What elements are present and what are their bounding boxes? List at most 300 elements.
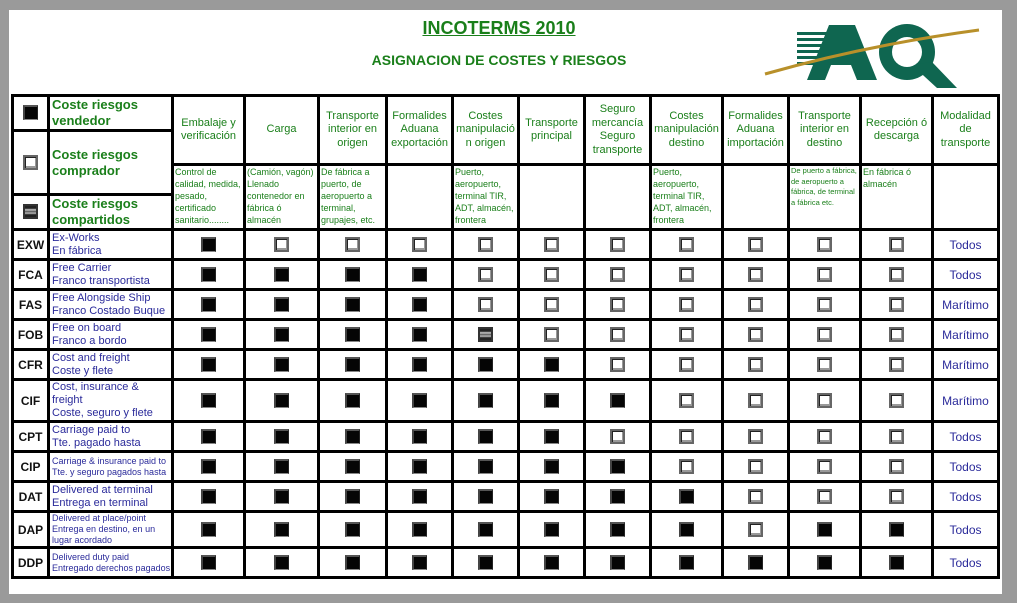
seller-risk-icon: [345, 357, 360, 372]
transport-mode: Marítimo: [933, 290, 999, 320]
seller-risk-icon: [201, 237, 216, 252]
risk-cell: [519, 230, 585, 260]
risk-cell: [319, 512, 387, 548]
buyer-risk-icon: [544, 297, 559, 312]
transport-mode: Marítimo: [933, 320, 999, 350]
seller-risk-icon: [345, 522, 360, 537]
incoterm-name-en: Carriage & insurance paid to: [52, 455, 167, 466]
aq-logo-icon: [737, 10, 999, 90]
column-detail: [585, 165, 651, 230]
risk-cell: [789, 260, 861, 290]
shared-risk-icon: [478, 327, 493, 342]
page-subtitle: ASIGNACION DE COSTES Y RIESGOS: [371, 52, 627, 68]
incoterms-table: [11, 94, 1000, 579]
risk-cell: [245, 350, 319, 380]
transport-mode: Marítimo: [933, 380, 999, 422]
risk-cell: [519, 482, 585, 512]
buyer-risk-icon: [679, 327, 694, 342]
transport-mode: Todos: [933, 548, 999, 578]
incoterm-name-es: Coste, seguro y flete: [52, 407, 153, 419]
buyer-risk-icon: [679, 357, 694, 372]
risk-cell: [319, 350, 387, 380]
seller-risk-icon: [345, 297, 360, 312]
column-detail: (Camión, vagón) Llenado contenedor en fábrica ó almacén: [245, 165, 319, 230]
seller-risk-icon: [544, 459, 559, 474]
seller-risk-icon: [345, 459, 360, 474]
incoterm-name: [49, 350, 173, 380]
column-detail: En fábrica ó almacén: [861, 165, 933, 230]
buyer-risk-icon: [412, 237, 427, 252]
document-page: [9, 10, 1002, 594]
buyer-risk-icon: [817, 327, 832, 342]
seller-risk-icon: [412, 327, 427, 342]
seller-risk-icon: [274, 393, 289, 408]
transport-mode: Todos: [933, 452, 999, 482]
incoterm-code: CIP: [13, 452, 49, 482]
risk-cell: [245, 380, 319, 422]
column-header: Modalidad de transporte: [933, 96, 999, 165]
buyer-risk-icon: [748, 393, 763, 408]
incoterm-code: CIF: [13, 380, 49, 422]
incoterm-name-en: Free Alongside Ship: [52, 291, 151, 304]
incoterm-code: FOB: [13, 320, 49, 350]
buyer-risk-icon: [817, 267, 832, 282]
risk-cell: [585, 320, 651, 350]
column-detail: [387, 165, 453, 230]
buyer-risk-icon: [817, 357, 832, 372]
seller-risk-icon: [201, 327, 216, 342]
buyer-risk-icon: [610, 267, 625, 282]
incoterm-row: [13, 350, 999, 380]
incoterm-name-es: Entrega en destino, en un lugar acordado: [52, 524, 156, 545]
seller-risk-icon: [201, 489, 216, 504]
incoterm-row: [13, 260, 999, 290]
risk-cell: [723, 548, 789, 578]
seller-risk-icon: [23, 105, 38, 120]
seller-risk-icon: [201, 522, 216, 537]
risk-cell: [387, 512, 453, 548]
risk-cell: [789, 230, 861, 260]
incoterm-row: [13, 482, 999, 512]
incoterm-name: [49, 380, 173, 422]
risk-cell: [789, 548, 861, 578]
buyer-risk-icon: [889, 429, 904, 444]
seller-risk-icon: [412, 555, 427, 570]
risk-cell: [861, 482, 933, 512]
risk-cell: [387, 350, 453, 380]
risk-cell: [585, 380, 651, 422]
incoterm-name: [49, 230, 173, 260]
transport-mode: Todos: [933, 482, 999, 512]
buyer-risk-icon: [610, 297, 625, 312]
incoterm-name: [49, 290, 173, 320]
risk-cell: [173, 422, 245, 452]
seller-risk-icon: [274, 357, 289, 372]
page-title: INCOTERMS 2010: [422, 18, 576, 38]
seller-risk-icon: [544, 555, 559, 570]
transport-mode: Todos: [933, 260, 999, 290]
buyer-risk-icon: [817, 237, 832, 252]
column-header: Seguro mercancía Seguro transporte: [585, 96, 651, 165]
seller-risk-icon: [201, 297, 216, 312]
buyer-risk-icon: [889, 297, 904, 312]
incoterm-row: [13, 548, 999, 578]
risk-cell: [245, 422, 319, 452]
risk-cell: [245, 452, 319, 482]
column-header: Recepción ó descarga: [861, 96, 933, 165]
buyer-risk-icon: [544, 237, 559, 252]
risk-cell: [453, 290, 519, 320]
risk-cell: [245, 482, 319, 512]
incoterm-name: [49, 512, 173, 548]
transport-mode: Todos: [933, 512, 999, 548]
buyer-risk-icon: [23, 155, 38, 170]
risk-cell: [173, 350, 245, 380]
risk-cell: [453, 260, 519, 290]
risk-cell: [319, 260, 387, 290]
risk-cell: [861, 380, 933, 422]
risk-cell: [519, 380, 585, 422]
seller-risk-icon: [274, 429, 289, 444]
buyer-risk-icon: [274, 237, 289, 252]
buyer-risk-icon: [889, 489, 904, 504]
transport-mode: Todos: [933, 422, 999, 452]
incoterm-name-en: Ex-Works: [52, 231, 100, 244]
incoterm-code: DAP: [13, 512, 49, 548]
risk-cell: [723, 260, 789, 290]
incoterm-code: DAT: [13, 482, 49, 512]
seller-risk-icon: [610, 459, 625, 474]
risk-cell: [861, 452, 933, 482]
risk-cell: [585, 452, 651, 482]
incoterm-code: FAS: [13, 290, 49, 320]
risk-cell: [723, 380, 789, 422]
column-header: Formalides Aduana exportación: [387, 96, 453, 165]
incoterm-code: CFR: [13, 350, 49, 380]
incoterm-name-es: Franco transportista: [52, 274, 150, 287]
seller-risk-icon: [610, 522, 625, 537]
risk-cell: [519, 548, 585, 578]
risk-cell: [789, 482, 861, 512]
risk-cell: [453, 452, 519, 482]
column-detail: [723, 165, 789, 230]
column-header: Transporte principal: [519, 96, 585, 165]
risk-cell: [651, 260, 723, 290]
incoterm-row: [13, 380, 999, 422]
risk-cell: [387, 260, 453, 290]
incoterm-name-en: Free on board: [52, 321, 122, 334]
risk-cell: [651, 482, 723, 512]
risk-cell: [651, 548, 723, 578]
incoterm-name-en: Delivered at place/point: [52, 513, 147, 523]
buyer-risk-icon: [345, 237, 360, 252]
risk-cell: [387, 482, 453, 512]
seller-risk-icon: [201, 429, 216, 444]
risk-cell: [723, 320, 789, 350]
risk-cell: [789, 350, 861, 380]
buyer-risk-icon: [748, 459, 763, 474]
incoterm-name-es: Tte. pagado hasta: [52, 436, 141, 449]
risk-cell: [723, 290, 789, 320]
seller-risk-icon: [478, 393, 493, 408]
incoterm-name-es: En fábrica: [52, 244, 102, 257]
risk-cell: [173, 452, 245, 482]
risk-cell: [585, 422, 651, 452]
buyer-risk-icon: [679, 429, 694, 444]
risk-cell: [245, 548, 319, 578]
seller-risk-icon: [889, 522, 904, 537]
risk-cell: [453, 230, 519, 260]
legend-label: Coste riesgos compartidos: [49, 195, 173, 230]
risk-cell: [519, 290, 585, 320]
seller-risk-icon: [201, 459, 216, 474]
risk-cell: [651, 320, 723, 350]
risk-cell: [789, 452, 861, 482]
column-detail: Puerto, aeropuerto, terminal TIR, ADT, almacén, frontera: [651, 165, 723, 230]
seller-risk-icon: [748, 555, 763, 570]
risk-cell: [453, 422, 519, 452]
risk-cell: [585, 260, 651, 290]
risk-cell: [789, 422, 861, 452]
transport-mode: Marítimo: [933, 350, 999, 380]
seller-risk-icon: [274, 522, 289, 537]
seller-risk-icon: [274, 267, 289, 282]
risk-cell: [453, 548, 519, 578]
incoterm-name-es: Coste y flete: [52, 364, 114, 377]
legend-icon-cell: [13, 131, 49, 195]
column-header: Carga: [245, 96, 319, 165]
incoterm-name: [49, 422, 173, 452]
seller-risk-icon: [412, 393, 427, 408]
buyer-risk-icon: [889, 237, 904, 252]
risk-cell: [585, 512, 651, 548]
buyer-risk-icon: [610, 237, 625, 252]
seller-risk-icon: [274, 489, 289, 504]
incoterm-row: [13, 290, 999, 320]
risk-cell: [387, 230, 453, 260]
seller-risk-icon: [412, 357, 427, 372]
buyer-risk-icon: [748, 267, 763, 282]
risk-cell: [519, 320, 585, 350]
risk-cell: [861, 548, 933, 578]
risk-cell: [585, 482, 651, 512]
incoterm-name-en: Carriage paid to: [52, 423, 131, 436]
column-detail: Puerto, aeropuerto, terminal TIR, ADT, almacén, frontera: [453, 165, 519, 230]
buyer-risk-icon: [610, 357, 625, 372]
risk-cell: [319, 548, 387, 578]
seller-risk-icon: [679, 522, 694, 537]
buyer-risk-icon: [610, 429, 625, 444]
column-header: Costes manipulación destino: [651, 96, 723, 165]
risk-cell: [319, 482, 387, 512]
seller-risk-icon: [345, 267, 360, 282]
risk-cell: [319, 422, 387, 452]
incoterm-name-es: Entregado derechos pagados: [52, 562, 171, 573]
column-header: Formalides Aduana importación: [723, 96, 789, 165]
seller-risk-icon: [201, 357, 216, 372]
seller-risk-icon: [889, 555, 904, 570]
column-detail: [519, 165, 585, 230]
buyer-risk-icon: [679, 297, 694, 312]
buyer-risk-icon: [478, 297, 493, 312]
seller-risk-icon: [201, 267, 216, 282]
seller-risk-icon: [544, 522, 559, 537]
column-detail: De puerto a fábrica, de aeropuerto a fábrica, de terminal a fábrica etc.: [789, 165, 861, 230]
incoterm-name: [49, 548, 173, 578]
buyer-risk-icon: [889, 393, 904, 408]
risk-cell: [245, 512, 319, 548]
seller-risk-icon: [544, 489, 559, 504]
incoterm-name-es: Franco a bordo: [52, 334, 127, 347]
seller-risk-icon: [679, 555, 694, 570]
risk-cell: [173, 260, 245, 290]
seller-risk-icon: [478, 429, 493, 444]
incoterm-name: [49, 452, 173, 482]
risk-cell: [387, 290, 453, 320]
seller-risk-icon: [679, 489, 694, 504]
seller-risk-icon: [478, 555, 493, 570]
risk-cell: [453, 350, 519, 380]
risk-cell: [519, 422, 585, 452]
seller-risk-icon: [478, 522, 493, 537]
risk-cell: [651, 380, 723, 422]
seller-risk-icon: [478, 357, 493, 372]
risk-cell: [173, 482, 245, 512]
seller-risk-icon: [412, 297, 427, 312]
incoterm-row: [13, 452, 999, 482]
legend-icon-cell: [13, 195, 49, 230]
legend-label: Coste riesgos comprador: [49, 131, 173, 195]
incoterm-name-es: Franco Costado Buque: [52, 304, 166, 317]
incoterm-name-en: Free Carrier: [52, 261, 112, 274]
risk-cell: [453, 512, 519, 548]
risk-cell: [789, 512, 861, 548]
buyer-risk-icon: [817, 489, 832, 504]
incoterm-row: [13, 230, 999, 260]
risk-cell: [387, 320, 453, 350]
seller-risk-icon: [412, 267, 427, 282]
risk-cell: [723, 350, 789, 380]
risk-cell: [651, 230, 723, 260]
risk-cell: [651, 512, 723, 548]
column-detail: De fábrica a puerto, de aeropuerto a terminal, grupajes, etc.: [319, 165, 387, 230]
buyer-risk-icon: [748, 522, 763, 537]
incoterm-name-es: Entrega en terminal: [52, 496, 148, 509]
buyer-risk-icon: [889, 267, 904, 282]
risk-cell: [387, 548, 453, 578]
incoterm-code: CPT: [13, 422, 49, 452]
incoterm-name: [49, 260, 173, 290]
risk-cell: [723, 452, 789, 482]
seller-risk-icon: [345, 429, 360, 444]
buyer-risk-icon: [889, 459, 904, 474]
risk-cell: [319, 452, 387, 482]
column-detail: [933, 165, 999, 230]
buyer-risk-icon: [748, 489, 763, 504]
buyer-risk-icon: [748, 297, 763, 312]
seller-risk-icon: [412, 459, 427, 474]
risk-cell: [519, 512, 585, 548]
buyer-risk-icon: [817, 297, 832, 312]
buyer-risk-icon: [748, 429, 763, 444]
seller-risk-icon: [817, 522, 832, 537]
incoterm-name: [49, 320, 173, 350]
seller-risk-icon: [544, 393, 559, 408]
seller-risk-icon: [345, 393, 360, 408]
buyer-risk-icon: [679, 267, 694, 282]
incoterm-name-en: Delivered duty paid: [52, 551, 130, 562]
risk-cell: [789, 320, 861, 350]
risk-cell: [861, 320, 933, 350]
risk-cell: [173, 512, 245, 548]
risk-cell: [651, 452, 723, 482]
risk-cell: [519, 260, 585, 290]
transport-mode: Todos: [933, 230, 999, 260]
seller-risk-icon: [201, 393, 216, 408]
risk-cell: [387, 380, 453, 422]
column-header: Embalaje y verificación: [173, 96, 245, 165]
risk-cell: [861, 290, 933, 320]
incoterm-code: EXW: [13, 230, 49, 260]
risk-cell: [173, 380, 245, 422]
buyer-risk-icon: [610, 327, 625, 342]
risk-cell: [861, 260, 933, 290]
risk-cell: [453, 482, 519, 512]
risk-cell: [245, 290, 319, 320]
risk-cell: [173, 320, 245, 350]
seller-risk-icon: [345, 327, 360, 342]
seller-risk-icon: [544, 357, 559, 372]
incoterm-code: DDP: [13, 548, 49, 578]
seller-risk-icon: [274, 297, 289, 312]
seller-risk-icon: [412, 522, 427, 537]
buyer-risk-icon: [478, 237, 493, 252]
risk-cell: [453, 380, 519, 422]
risk-cell: [651, 350, 723, 380]
incoterm-name: [49, 482, 173, 512]
risk-cell: [173, 290, 245, 320]
risk-cell: [861, 350, 933, 380]
buyer-risk-icon: [544, 267, 559, 282]
buyer-risk-icon: [679, 237, 694, 252]
buyer-risk-icon: [748, 237, 763, 252]
risk-cell: [723, 482, 789, 512]
seller-risk-icon: [274, 555, 289, 570]
incoterm-name-en: Cost and freight: [52, 351, 130, 364]
legend-label: Coste riesgos vendedor: [49, 96, 173, 131]
buyer-risk-icon: [544, 327, 559, 342]
incoterm-name-en: Cost, insurance & freight: [52, 381, 139, 406]
risk-cell: [789, 290, 861, 320]
legend-icon-cell: [13, 96, 49, 131]
buyer-risk-icon: [889, 357, 904, 372]
seller-risk-icon: [610, 393, 625, 408]
risk-cell: [861, 230, 933, 260]
risk-cell: [245, 320, 319, 350]
header-row: [13, 96, 999, 131]
seller-risk-icon: [610, 555, 625, 570]
risk-cell: [651, 422, 723, 452]
buyer-risk-icon: [748, 357, 763, 372]
shared-risk-icon: [23, 204, 38, 219]
risk-cell: [319, 320, 387, 350]
incoterm-code: FCA: [13, 260, 49, 290]
risk-cell: [453, 320, 519, 350]
seller-risk-icon: [478, 489, 493, 504]
seller-risk-icon: [201, 555, 216, 570]
risk-cell: [245, 230, 319, 260]
risk-cell: [861, 512, 933, 548]
